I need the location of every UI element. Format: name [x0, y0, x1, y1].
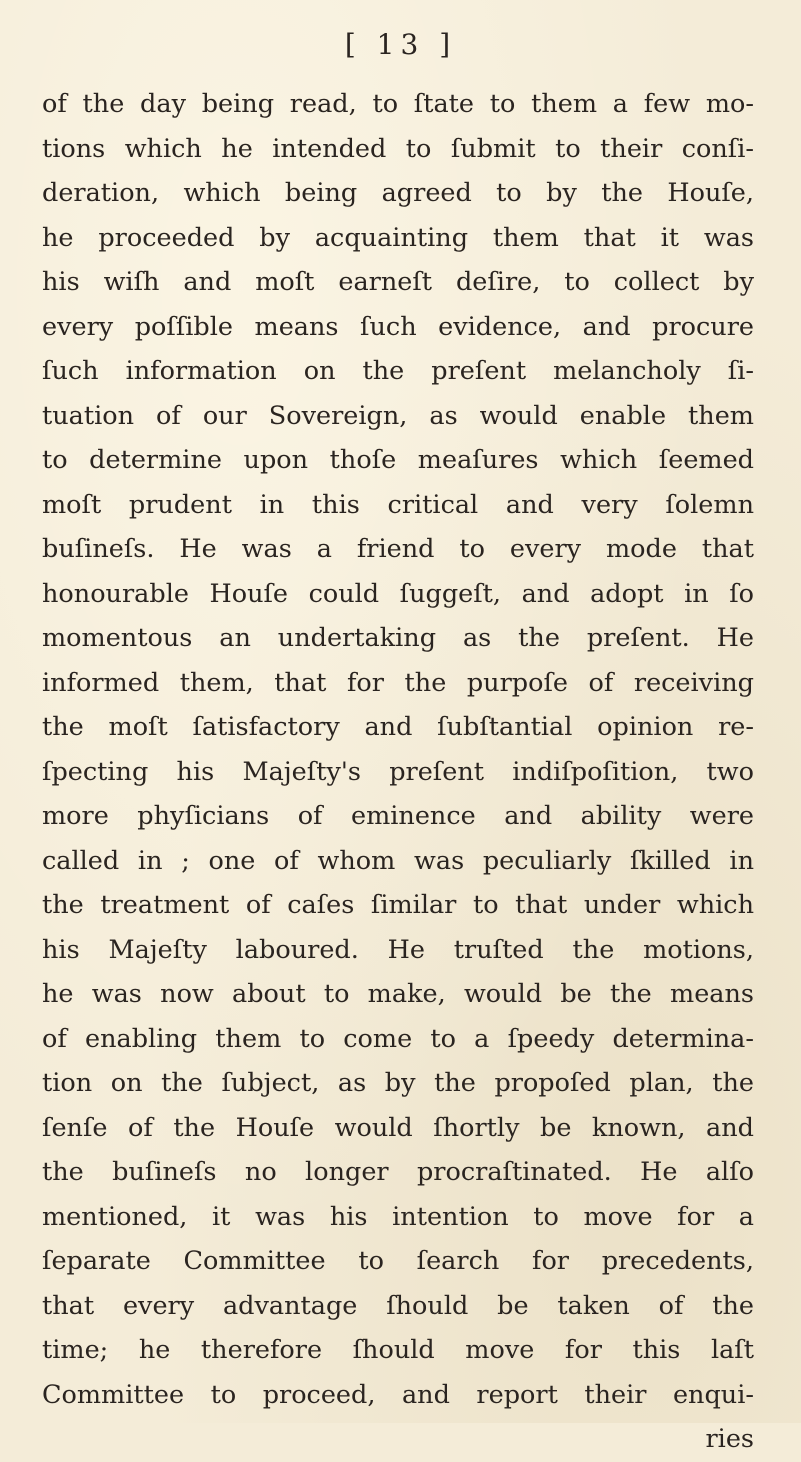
text-line: momentous an undertaking as the preſent. He: [42, 623, 754, 653]
text-line: more phyſicians of eminence and ability were: [42, 801, 754, 831]
text-line: his Majeſty laboured. He truſted the motions,: [42, 934, 754, 965]
text-line: honourable Houſe could ſuggeſt, and adopt in ſo: [42, 578, 754, 609]
text-line: the treatment of caſes ſimilar to that under which: [42, 890, 754, 920]
text-line: he proceeded by acquainting them that it was: [42, 222, 754, 253]
text-line: ſeparate Committee to ſearch for precedents,: [42, 1246, 754, 1276]
catchword: ries: [705, 1424, 754, 1454]
text-line: called in ; one of whom was peculiarly ſkilled in: [42, 845, 754, 876]
text-line: the buſineſs no longer procraſtinated. He alſo: [42, 1157, 754, 1187]
text-line: ſuch information on the preſent melancholy ſi-: [42, 356, 754, 386]
text-line: mentioned, it was his intention to move for a: [42, 1201, 754, 1232]
text-line: tions which he intended to ſubmit to their conſi-: [42, 133, 754, 164]
text-line: to determine upon thoſe meaſures which ſeemed: [42, 445, 754, 475]
text-line: his wiſh and moſt earneſt deſire, to collect by: [42, 267, 754, 297]
text-line: informed them, that for the purpoſe of receiving: [42, 667, 754, 698]
text-line: Committee to proceed, and report their enqui-: [42, 1379, 754, 1410]
text-line: moſt prudent in this critical and very ſolemn: [42, 489, 754, 520]
text-line: he was now about to make, would be the means: [42, 979, 754, 1009]
text-line: the moſt ſatisfactory and ſubſtantial opinion re-: [42, 712, 754, 742]
page-number: [ 13 ]: [344, 28, 457, 61]
text-line: ſpecting his Majeſty's preſent indiſpoſition, two: [42, 756, 754, 787]
text-line: of enabling them to come to a ſpeedy determina-: [42, 1023, 754, 1054]
text-line: that every advantage ſhould be taken of the: [42, 1290, 754, 1321]
text-line: buſineſs. He was a friend to every mode that: [42, 534, 754, 564]
text-line: of the day being read, to ſtate to them a few mo-: [42, 89, 754, 119]
body-text: [42, 82, 754, 1462]
text-line: ſenſe of the Houſe would ſhortly be known, and: [42, 1112, 754, 1143]
text-line: tuation of our Sovereign, as would enable them: [42, 400, 754, 431]
text-line: deration, which being agreed to by the Houſe,: [42, 178, 754, 208]
text-line: time; he therefore ſhould move for this laſt: [42, 1335, 754, 1365]
text-line: tion on the ſubject, as by the propoſed plan, the: [42, 1068, 754, 1098]
text-line: every poſſible means ſuch evidence, and procure: [42, 311, 754, 342]
